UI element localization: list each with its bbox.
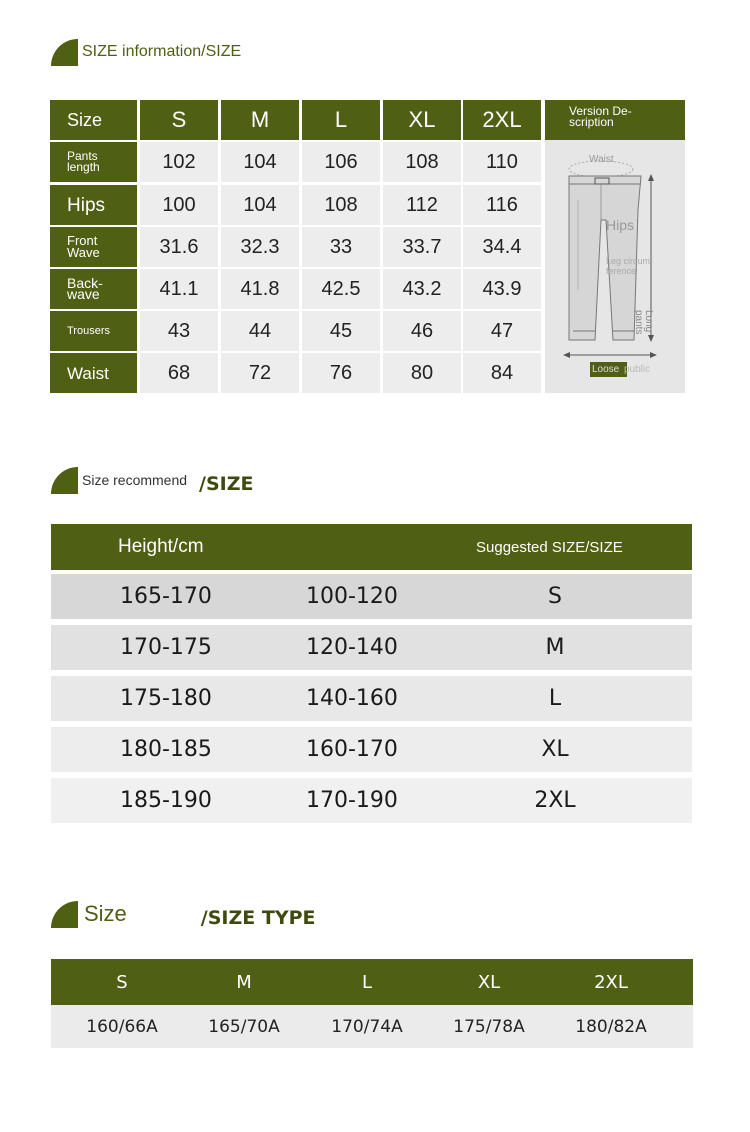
- table-row: [51, 574, 692, 619]
- header-height: Height/cm: [118, 536, 204, 557]
- height-cell: 165-170: [120, 584, 212, 609]
- table-cell: 110: [463, 142, 541, 182]
- size-type-cell: 160/66A: [86, 1016, 158, 1037]
- table-cell: 43.2: [383, 269, 461, 309]
- weight-cell: 140-160: [306, 686, 398, 711]
- size-type-cell: 180/82A: [575, 1016, 647, 1037]
- height-cell: 185-190: [120, 788, 212, 813]
- size-header-l: L: [361, 971, 373, 993]
- size-header-m: M: [236, 971, 252, 993]
- table-cell: 72: [221, 353, 299, 393]
- header-size-m: M: [221, 100, 299, 140]
- table-cell: 45: [302, 311, 380, 351]
- table-row: [51, 727, 692, 772]
- section-title: SIZE information/SIZE: [82, 43, 242, 60]
- row-label: Back- wave: [50, 269, 137, 309]
- table-cell: 31.6: [140, 227, 218, 267]
- weight-cell: 100-120: [306, 584, 398, 609]
- diagram-label-leg: Leg circum- ference: [606, 256, 654, 276]
- row-label: Waist: [50, 353, 137, 393]
- recommend-table-header: [51, 524, 692, 570]
- size-cell: XL: [541, 737, 569, 762]
- table-cell: 32.3: [221, 227, 299, 267]
- header-size-2xl: 2XL: [463, 100, 541, 140]
- leaf-icon: [51, 467, 78, 494]
- header-size-xl: XL: [383, 100, 461, 140]
- table-cell: 116: [463, 185, 541, 225]
- diagram-label-hips: Hips: [606, 217, 635, 233]
- table-cell: 68: [140, 353, 218, 393]
- header-suggested: Suggested SIZE/SIZE: [476, 538, 623, 556]
- table-cell: 112: [383, 185, 461, 225]
- table-cell: 104: [221, 185, 299, 225]
- header-version-description: Version De- scription: [545, 100, 685, 140]
- table-cell: 84: [463, 353, 541, 393]
- table-cell: 80: [383, 353, 461, 393]
- table-cell: 33: [302, 227, 380, 267]
- table-cell: 100: [140, 185, 218, 225]
- table-cell: 108: [302, 185, 380, 225]
- diagram-label-public: public: [624, 364, 651, 375]
- size-type-cell: 175/78A: [453, 1016, 525, 1037]
- header-size-s: S: [140, 100, 218, 140]
- weight-cell: 120-140: [306, 635, 398, 660]
- leaf-icon: [51, 901, 78, 928]
- size-header-2xl: 2XL: [594, 971, 628, 993]
- table-cell: 46: [383, 311, 461, 351]
- diagram-label-loose: Loose: [592, 364, 620, 375]
- row-label: Hips: [50, 185, 137, 225]
- size-cell: L: [548, 686, 562, 711]
- row-label: Front Wave: [50, 227, 137, 267]
- table-cell: 108: [383, 142, 461, 182]
- table-cell: 106: [302, 142, 380, 182]
- section-title-right: /SIZE: [199, 473, 254, 495]
- table-row: [51, 625, 692, 670]
- row-label: Pants length: [50, 142, 137, 182]
- table-cell: 41.1: [140, 269, 218, 309]
- section-title-right: /SIZE TYPE: [200, 907, 316, 929]
- pants-diagram: [545, 140, 685, 393]
- table-cell: 102: [140, 142, 218, 182]
- diagram-label-long: Long pants: [633, 310, 654, 335]
- table-row: [51, 778, 692, 823]
- header-size-l: L: [302, 100, 380, 140]
- table-cell: 43: [140, 311, 218, 351]
- table-cell: 42.5: [302, 269, 380, 309]
- size-type-header: [51, 959, 693, 1005]
- height-cell: 180-185: [120, 737, 212, 762]
- section-size-recommend-heading: [51, 466, 254, 494]
- table-cell: 41.8: [221, 269, 299, 309]
- section-title-left: Size: [84, 901, 127, 926]
- table-cell: 44: [221, 311, 299, 351]
- table-row: [51, 676, 692, 721]
- header-size: Size: [50, 100, 137, 140]
- table-cell: 76: [302, 353, 380, 393]
- size-cell: S: [548, 584, 562, 609]
- table-cell: 33.7: [383, 227, 461, 267]
- size-type-cell: 170/74A: [331, 1016, 403, 1037]
- size-cell: M: [545, 635, 565, 660]
- leaf-icon: [51, 39, 78, 66]
- section-size-info-heading: [51, 38, 241, 66]
- diagram-label-waist: Waist: [589, 154, 614, 165]
- size-header-s: S: [116, 971, 128, 993]
- section-size-type-heading: [51, 900, 315, 928]
- height-cell: 170-175: [120, 635, 212, 660]
- size-cell: 2XL: [534, 788, 576, 813]
- table-cell: 47: [463, 311, 541, 351]
- size-header-xl: XL: [477, 971, 501, 993]
- section-title-left: Size recommend: [82, 472, 188, 488]
- table-cell: 104: [221, 142, 299, 182]
- size-type-row: [51, 1005, 693, 1048]
- table-cell: 34.4: [463, 227, 541, 267]
- weight-cell: 160-170: [306, 737, 398, 762]
- weight-cell: 170-190: [306, 788, 398, 813]
- size-type-cell: 165/70A: [208, 1016, 280, 1037]
- table-cell: 43.9: [463, 269, 541, 309]
- height-cell: 175-180: [120, 686, 212, 711]
- row-label: Trousers: [50, 311, 137, 351]
